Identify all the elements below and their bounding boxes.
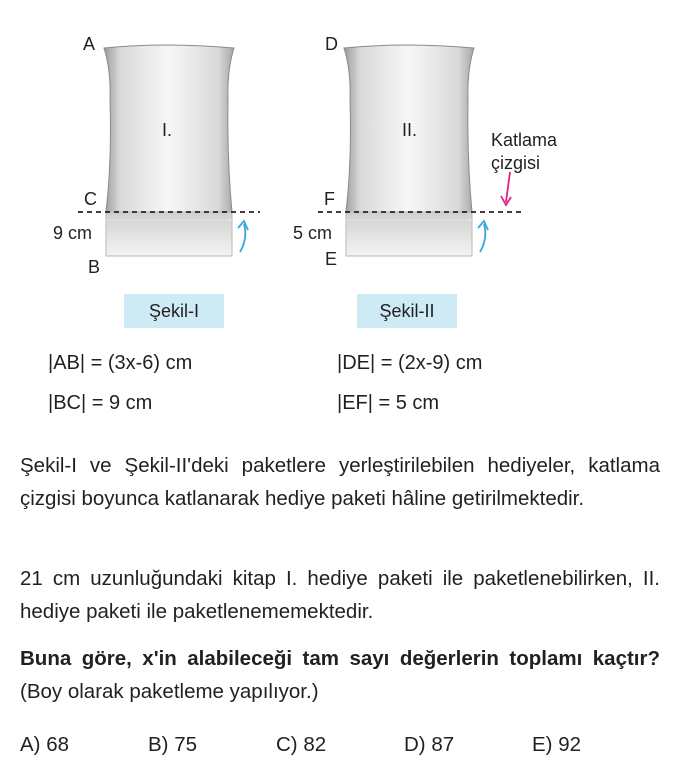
package-2-number: II. xyxy=(402,120,418,140)
measure-bc: 9 cm xyxy=(53,223,93,243)
label-a: A xyxy=(83,34,96,54)
choice-d[interactable]: D) 87 xyxy=(404,733,455,756)
paragraph-2: 21 cm uzunluğundaki kitap I. hediye paketi ile paketlenebilirken, II. hediye paketi ile paketlenememektedir. xyxy=(20,567,660,623)
choice-e[interactable]: E) 92 xyxy=(532,733,581,756)
package-1-number: I. xyxy=(162,120,173,140)
fold-note-line2: çizgisi xyxy=(491,153,541,173)
package-1-fold-arrow xyxy=(240,224,245,252)
question xyxy=(20,642,660,708)
fold-note-line1: Katlama xyxy=(491,130,558,150)
formula-bc: |BC| = 9 cm xyxy=(48,392,153,414)
label-d: D xyxy=(325,34,338,54)
choice-a[interactable]: A) 68 xyxy=(20,733,69,756)
caption-sekil-2: Şekil-II xyxy=(357,294,457,328)
package-2-flap xyxy=(346,212,472,256)
formula-ab: |AB| = (3x-6) cm xyxy=(48,352,193,374)
question-note: (Boy olarak paketleme yapılıyor.) xyxy=(20,680,319,703)
label-f: F xyxy=(324,189,335,209)
label-c: C xyxy=(84,189,97,209)
package-1-drawing xyxy=(70,40,270,270)
choice-b[interactable]: B) 75 xyxy=(148,733,197,756)
package-2-fold-arrow xyxy=(480,224,485,252)
measure-ef: 5 cm xyxy=(293,223,333,243)
formula-de: |DE| = (2x-9) cm xyxy=(337,352,483,374)
fold-pointer-arrow xyxy=(506,172,510,202)
question-main: Buna göre, x'in alabileceği tam sayı değerlerin toplamı kaçtır? xyxy=(20,647,660,670)
formula-ef: |EF| = 5 cm xyxy=(337,392,440,414)
choice-c[interactable]: C) 82 xyxy=(276,733,327,756)
paragraph-1: Şekil-I ve Şekil-II'deki paketlere yerleştirilebilen hediyeler, katlama çizgisi boyunca katlanarak hediye paketi hâline getirilmektedir. xyxy=(20,454,660,510)
package-1-flap xyxy=(106,212,232,256)
label-b: B xyxy=(88,257,101,277)
caption-sekil-1: Şekil-I xyxy=(124,294,224,328)
label-e: E xyxy=(325,249,338,269)
